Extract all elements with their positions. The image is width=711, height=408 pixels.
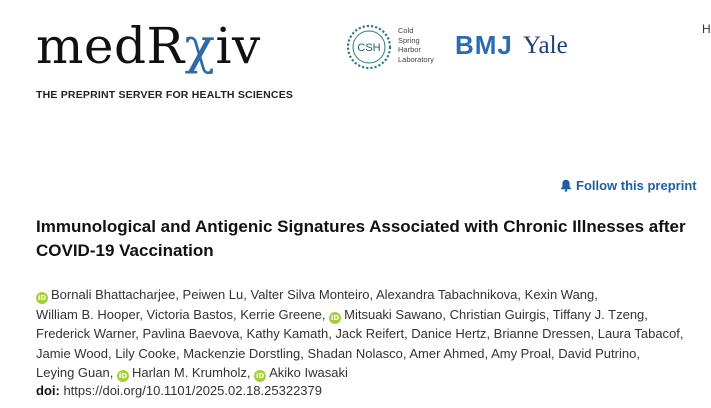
csh-line: Cold bbox=[398, 26, 414, 35]
csh-label bbox=[398, 26, 458, 64]
medrxiv-logo[interactable] bbox=[36, 16, 261, 76]
csh-line: Harbor bbox=[398, 45, 421, 54]
author-name[interactable]: Christian Guirgis bbox=[449, 306, 546, 322]
logo-text-pre: medR bbox=[36, 17, 185, 75]
author-name[interactable]: Peiwen Lu bbox=[182, 287, 244, 302]
cut-off-header-text: H bbox=[702, 22, 711, 36]
author-name[interactable]: David Putrino bbox=[558, 345, 637, 361]
bmj-logo[interactable]: BMJ bbox=[455, 30, 513, 60]
doi-link[interactable]: https://doi.org/10.1101/2025.02.18.25322379 bbox=[63, 383, 322, 398]
author-name[interactable]: Bornali Bhattacharjee bbox=[51, 287, 176, 302]
author-name[interactable]: Danice Hertz bbox=[411, 326, 487, 341]
orcid-icon[interactable]: iD bbox=[331, 313, 340, 322]
author-name[interactable]: Alexandra Tabachnikova bbox=[376, 287, 518, 302]
author-name[interactable]: Jack Reifert bbox=[335, 326, 405, 341]
author-list: iD Bornali Bhattacharjee, Peiwen Lu, Valter Silva Monteiro, Alexandra Tabachnikova, Kexin Wang, William B. Hooper, Victoria Bastos, Kerrie Greene, iD Mitsuaki Sawano, Christian Guirgis, Tiffany J. Tzeng, Frederick Warner, Pavlina Baevova, Kathy Kamath, Jack Reifert, Danice Hertz, Brianne Dressen, Laura Tabacof, Jamie Wood, Lily Cooke, Mackenzie Dorstling, Shadan Nolasco, Amer Ahmed, Amy Proal, David Putrino, Leying Guan, iD Harlan M. Krumholz, iD Akiko Iwasaki bbox=[36, 287, 684, 380]
author-name[interactable]: Akiko Iwasaki bbox=[269, 365, 348, 380]
author-name[interactable]: Jamie Wood bbox=[36, 345, 109, 361]
author-name[interactable]: William B. Hooper bbox=[36, 306, 140, 322]
author-name[interactable]: Mitsuaki Sawano bbox=[344, 306, 443, 322]
author-name[interactable]: Frederick Warner bbox=[36, 326, 136, 341]
author-name[interactable]: Shadan Nolasco bbox=[307, 345, 403, 361]
author-name[interactable]: Pavlina Baevova bbox=[142, 326, 240, 341]
doi-label: doi: bbox=[36, 383, 60, 398]
article-title: Immunological and Antigenic Signatures Associated with Chronic Illnesses after COVID-19 Vaccination bbox=[36, 217, 686, 260]
author-name[interactable]: Tiffany J. Tzeng bbox=[552, 306, 645, 322]
logo-text-post: iv bbox=[215, 17, 261, 75]
follow-preprint-label: Follow this preprint bbox=[576, 178, 697, 193]
author-name[interactable]: Mackenzie Dorstling bbox=[183, 345, 301, 361]
author-name[interactable]: Brianne Dressen bbox=[493, 326, 591, 341]
author-name[interactable]: Amy Proal bbox=[491, 345, 552, 361]
author-name[interactable]: Valter Silva Monteiro bbox=[250, 287, 370, 302]
orcid-icon[interactable]: iD bbox=[37, 294, 47, 302]
csh-badge-text: CSH bbox=[357, 42, 381, 54]
csh-line: Laboratory bbox=[398, 54, 434, 64]
tagline: THE PREPRINT SERVER FOR HEALTH SCIENCES bbox=[36, 89, 294, 101]
author-name[interactable]: Kathy Kamath bbox=[246, 326, 329, 341]
author-name[interactable]: Kexin Wang bbox=[524, 287, 595, 302]
author-name[interactable]: Lily Cooke bbox=[115, 345, 176, 361]
author-name[interactable]: Laura Tabacof bbox=[597, 326, 680, 341]
csh-logo-icon[interactable] bbox=[346, 24, 392, 70]
follow-preprint-link[interactable] bbox=[560, 178, 697, 193]
orcid-icon[interactable]: iD bbox=[255, 372, 265, 380]
doi-line bbox=[36, 383, 322, 398]
yale-logo[interactable]: Yale bbox=[523, 32, 568, 59]
orcid-icon[interactable]: iD bbox=[118, 372, 128, 380]
csh-line: Spring bbox=[398, 35, 420, 45]
author-name[interactable]: Kerrie Greene bbox=[240, 306, 322, 322]
author-name[interactable]: Amer Ahmed bbox=[409, 345, 485, 361]
author-name[interactable]: Harlan M. Krumholz bbox=[131, 365, 247, 380]
bell-icon bbox=[560, 179, 572, 192]
author-name[interactable]: Leying Guan bbox=[36, 365, 110, 380]
author-name[interactable]: Victoria Bastos bbox=[146, 306, 234, 322]
logo-text-rx: χ bbox=[184, 17, 216, 75]
